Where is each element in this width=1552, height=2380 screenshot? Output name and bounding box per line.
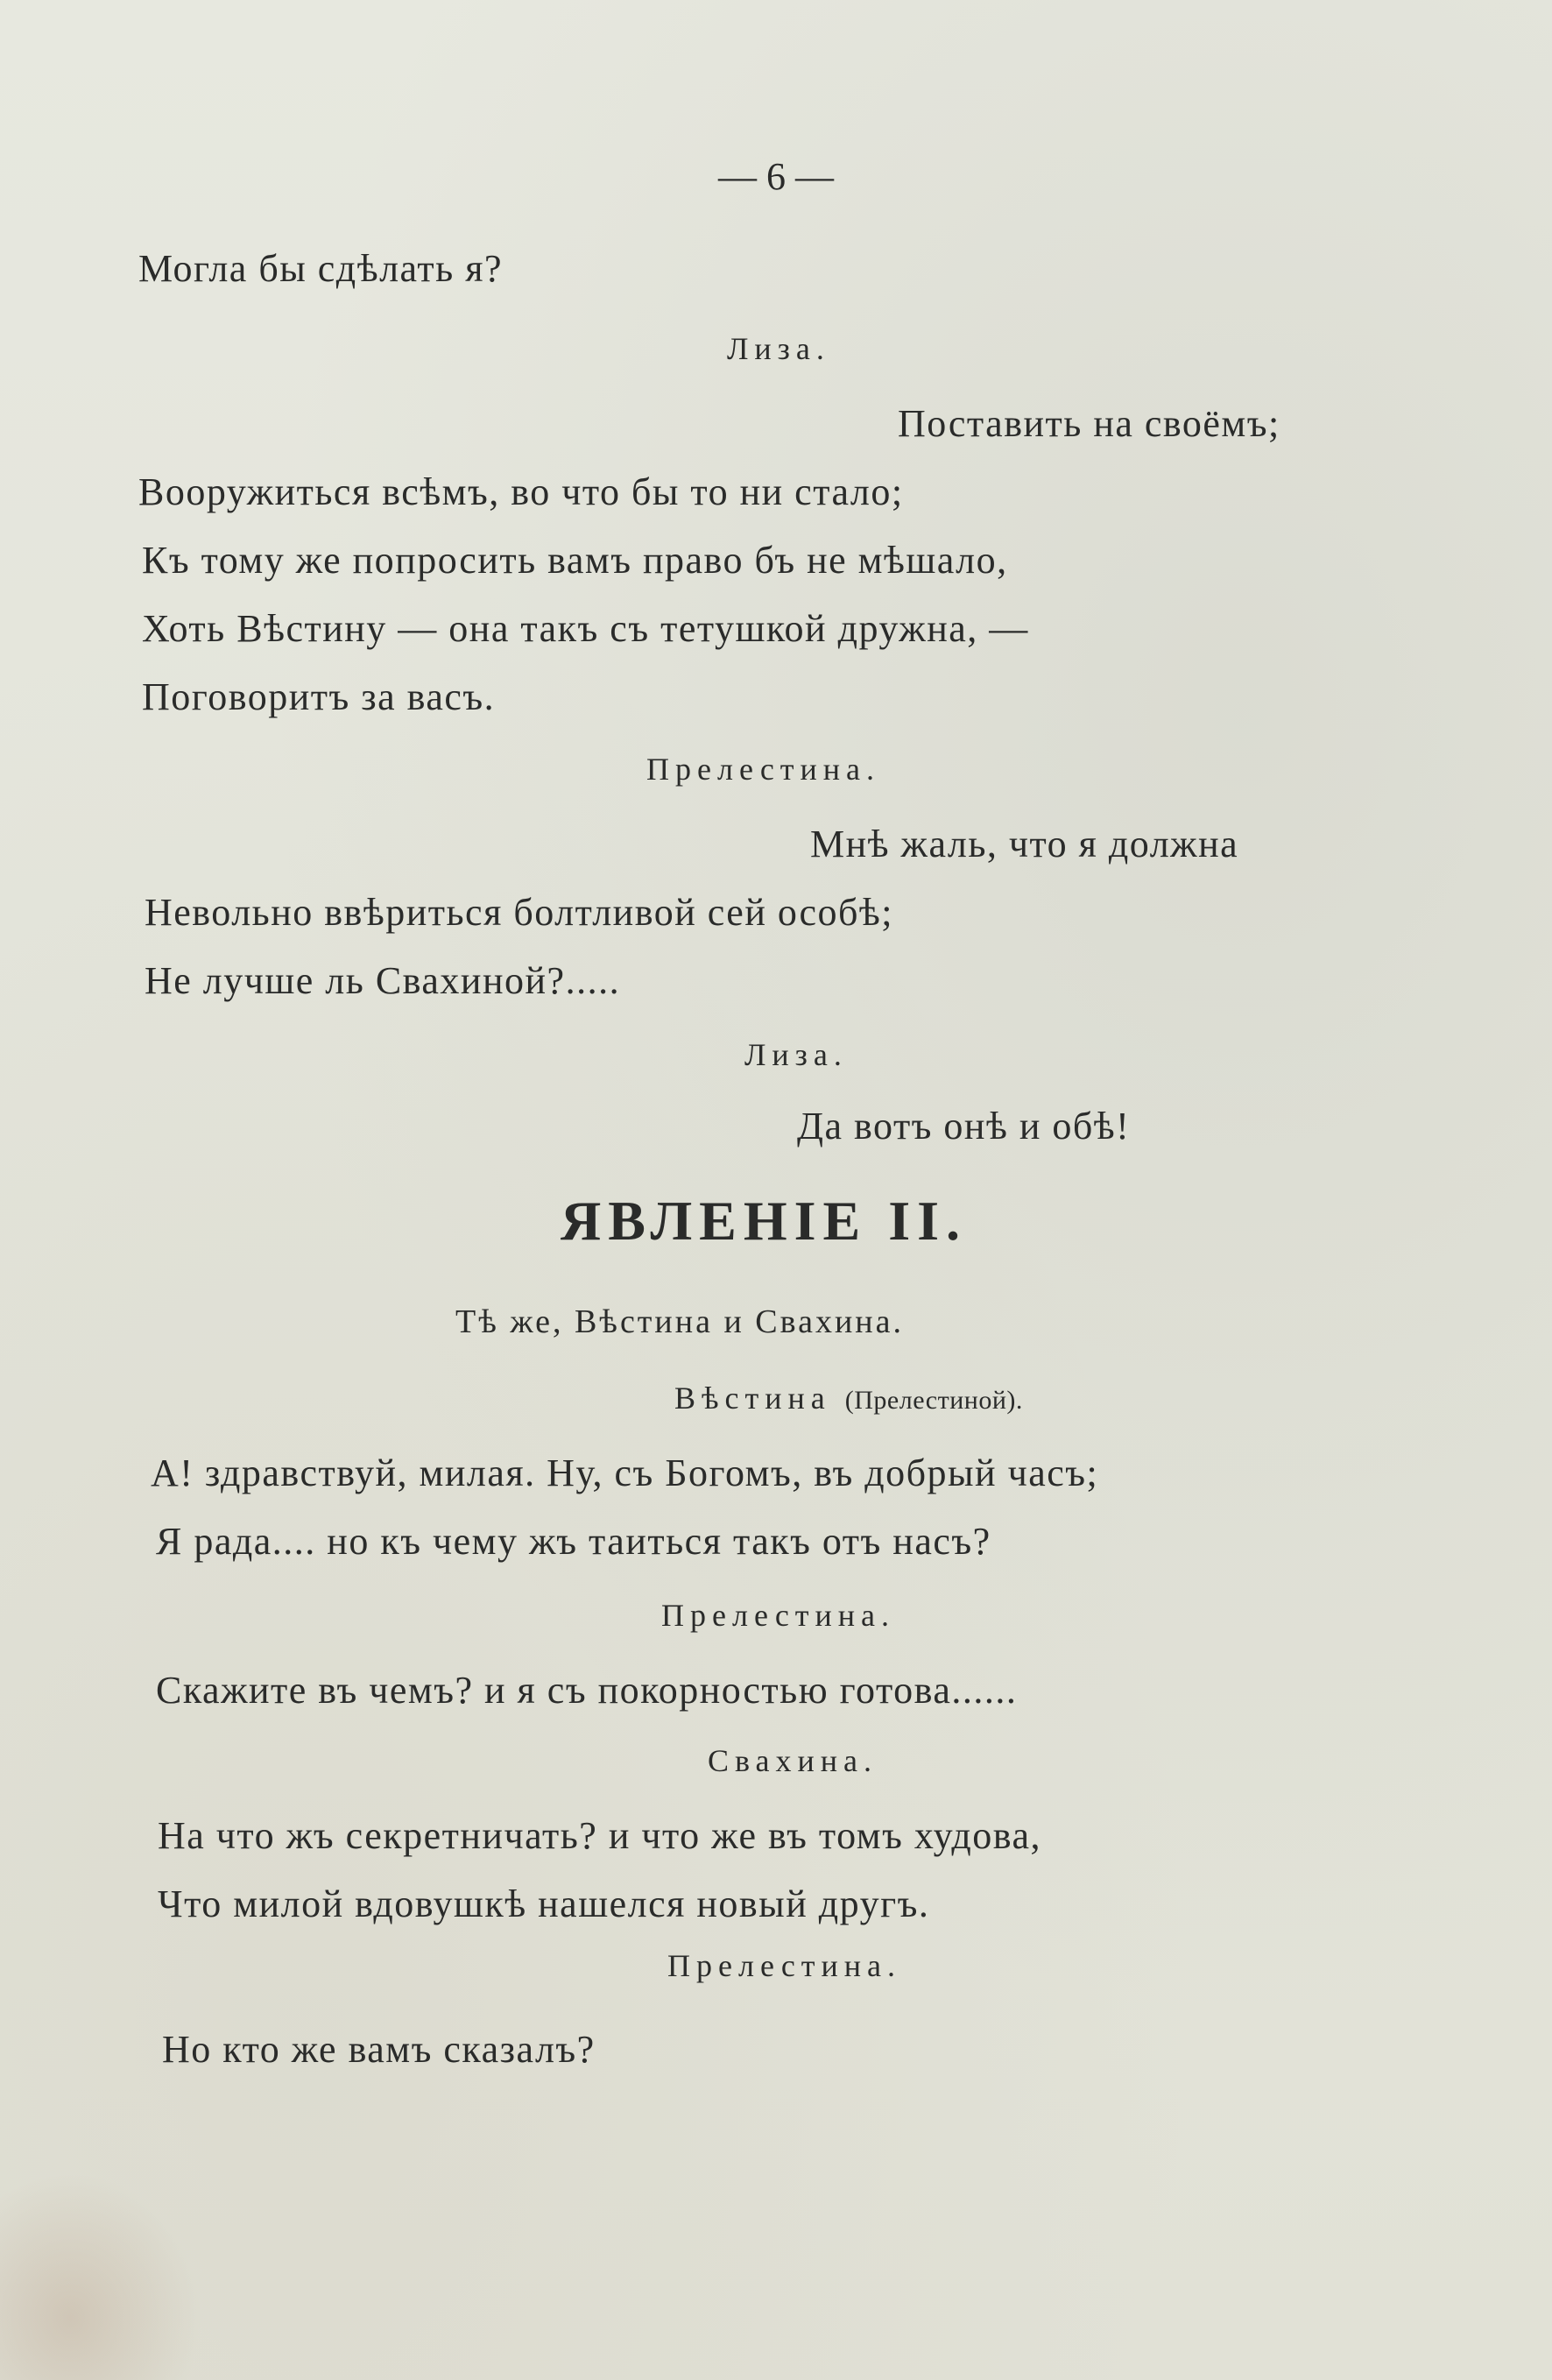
speaker-name: Прелестина. bbox=[646, 752, 881, 787]
verse-line: Хоть Вѣстину — она такъ съ тетушкой дружна, — bbox=[142, 607, 1029, 650]
speaker-name: Прелестина. bbox=[661, 1598, 896, 1633]
speaker-name: Прелестина. bbox=[667, 1948, 902, 1983]
verse-line: Да вотъ онѣ и обѣ! bbox=[797, 1105, 1131, 1148]
stage-direction: (Прелестиной). bbox=[844, 1386, 1023, 1415]
verse-line: На что жъ секретничать? и что же въ томъ худова, bbox=[158, 1814, 1041, 1857]
page-number: — 6 — bbox=[718, 155, 834, 198]
verse-line: Не лучше ль Свахиной?..... bbox=[145, 959, 621, 1002]
verse-line: Мнѣ жаль, что я должна bbox=[810, 823, 1239, 865]
verse-line: Къ тому же попросить вамъ право бъ не мѣшало, bbox=[142, 539, 1008, 582]
verse-line: Но кто же вамъ сказалъ? bbox=[162, 2028, 596, 2071]
speaker-name: Лиза. bbox=[744, 1037, 848, 1072]
verse-line: Что милой вдовушкѣ нашелся новый другъ. bbox=[158, 1882, 930, 1925]
verse-line: Поговоритъ за васъ. bbox=[142, 675, 496, 718]
verse-line: Невольно ввѣриться болтливой сей особѣ; bbox=[145, 891, 894, 934]
scene-heading: ЯВЛЕНІЕ II. bbox=[561, 1190, 968, 1252]
speaker-name: Лиза. bbox=[727, 331, 830, 366]
speaker-with-direction bbox=[674, 1382, 1023, 1414]
verse-line: Я рада.... но къ чему жъ таиться такъ отъ насъ? bbox=[156, 1520, 991, 1563]
verse-line: Могла бы сдѣлать я? bbox=[138, 247, 503, 290]
paper-stain bbox=[0, 2172, 201, 2380]
verse-line: Скажите въ чемъ? и я съ покорностью готова...... bbox=[156, 1669, 1018, 1712]
verse-line: Поставить на своёмъ; bbox=[898, 402, 1280, 445]
verse-line: А! здравствуй, милая. Ну, съ Богомъ, въ добрый часъ; bbox=[151, 1451, 1099, 1494]
scene-persons: Тѣ же, Вѣстина и Свахина. bbox=[455, 1303, 904, 1340]
verse-line: Вооружиться всѣмъ, во что бы то ни стало; bbox=[138, 470, 904, 513]
speaker-name: Вѣстина bbox=[674, 1381, 831, 1416]
speaker-name: Свахина. bbox=[708, 1743, 878, 1778]
